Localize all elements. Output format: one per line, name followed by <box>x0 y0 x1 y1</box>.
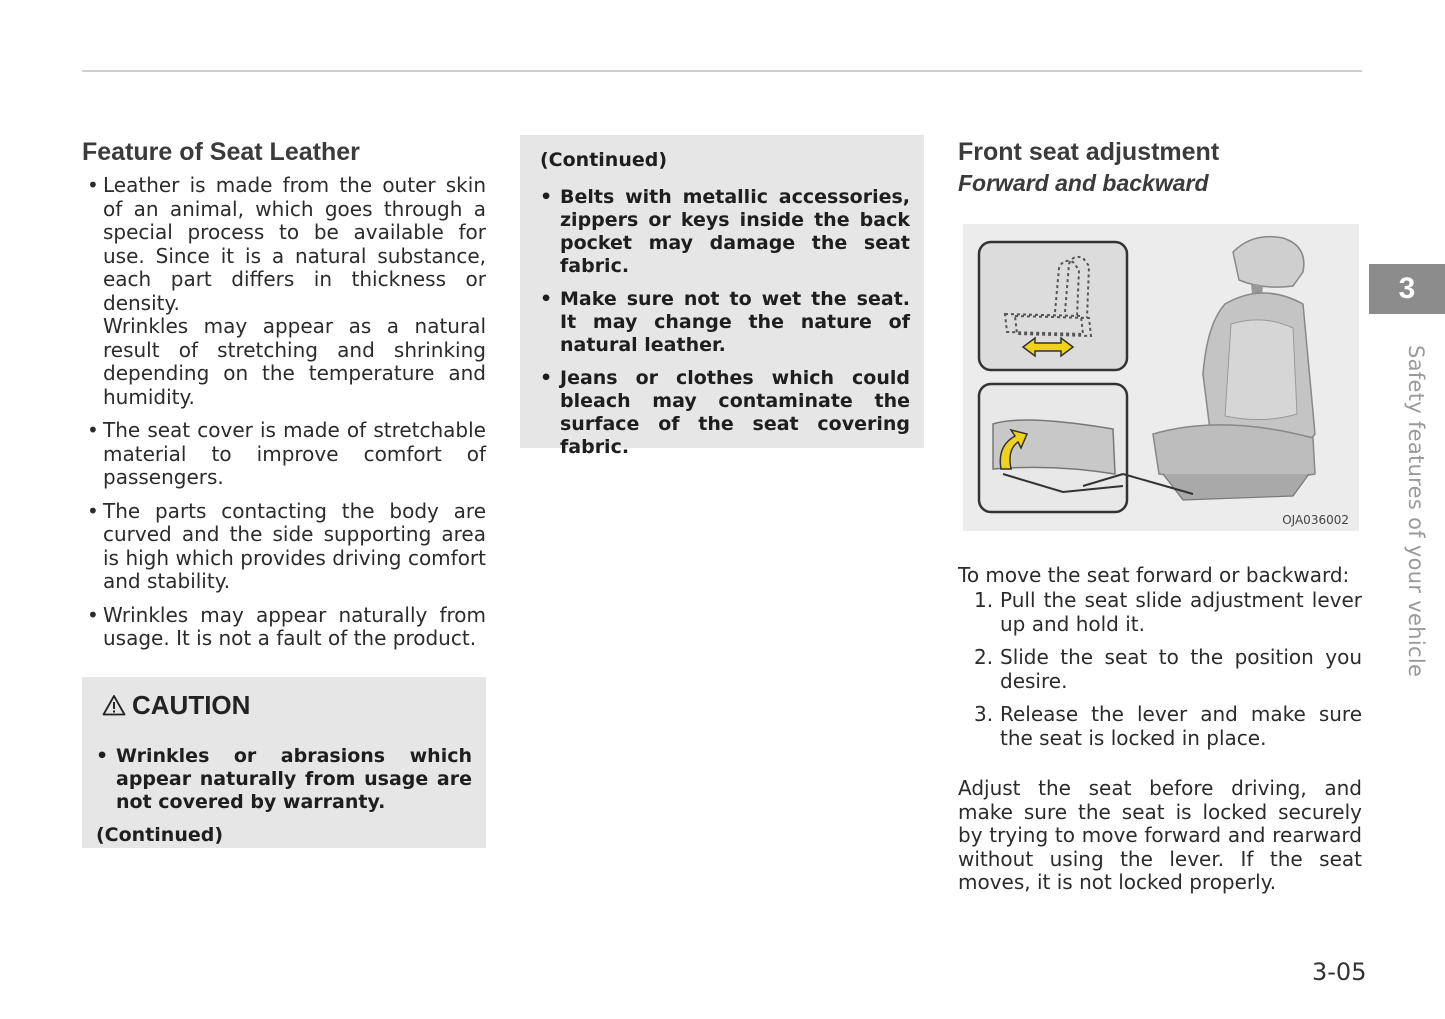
list-item <box>82 604 486 651</box>
leather-bullet-list <box>82 174 486 651</box>
list-item <box>540 186 910 278</box>
seat-adjustment-figure <box>963 224 1359 531</box>
section-subtitle: Forward and backward <box>958 170 1209 196</box>
step-text: Pull the seat slide adjustment lever up and hold it. <box>1000 588 1362 636</box>
header-rule <box>82 70 1362 72</box>
step-item <box>958 646 1362 693</box>
continued-caution-box <box>520 135 924 458</box>
bullet-marker: • <box>540 186 553 208</box>
caution-box <box>82 677 486 848</box>
seat-illustration <box>963 224 1359 531</box>
caution-title: CAUTION <box>132 689 251 720</box>
left-column <box>82 136 486 661</box>
bullet-marker: • <box>87 602 99 627</box>
right-column <box>958 136 1362 198</box>
figure-code: OJA036002 <box>1282 513 1349 527</box>
step-item <box>958 703 1362 750</box>
bullet-marker: • <box>87 498 99 523</box>
bullet-marker: • <box>540 367 553 389</box>
step-number: 1. <box>974 588 994 612</box>
list-item-text: Wrinkles may appear naturally from usage. It is not a fault of the product. <box>103 602 486 650</box>
step-text: Release the lever and make sure the seat is locked in place. <box>1000 702 1362 750</box>
continued-label: (Continued) <box>96 824 224 846</box>
instruction-intro: To move the seat forward or backward: <box>958 563 1350 587</box>
list-item-text: Leather is made from the outer skin of an animal, which goes through a special process to be available for use. Since it is a natural substance, each part differs in thickness or density. <box>103 173 486 315</box>
list-item <box>82 419 486 490</box>
chapter-tab: 3 <box>1369 264 1445 314</box>
list-item-text: Wrinkles may appear as a natural result of stretching and shrinking depending on the temperature and humidity. <box>103 314 486 409</box>
steps-list <box>958 589 1362 760</box>
caution-header <box>96 687 472 723</box>
caution-list <box>96 745 472 814</box>
list-item-text: Wrinkles or abrasions which appear naturally from usage are not covered by warranty. <box>116 745 472 813</box>
list-item-text: The seat cover is made of stretchable material to improve comfort of passengers. <box>103 418 486 489</box>
list-item <box>82 174 486 409</box>
bullet-marker: • <box>96 745 109 767</box>
list-item <box>540 367 910 459</box>
list-item-text: The parts contacting the body are curved and the side supporting area is high which provides driving comfort and stability. <box>103 498 486 593</box>
step-text: Slide the seat to the position you desire. <box>1000 645 1362 693</box>
list-item <box>82 500 486 594</box>
step-item <box>958 589 1362 636</box>
list-item <box>540 288 910 357</box>
bullet-marker: • <box>87 418 99 442</box>
step-number: 2. <box>974 645 994 669</box>
list-item <box>96 745 472 814</box>
bullet-marker: • <box>540 288 553 310</box>
warning-triangle-icon <box>102 694 126 716</box>
list-item-text: Jeans or clothes which could bleach may contaminate the surface of the seat covering fabric. <box>560 367 910 458</box>
list-item-text: Make sure not to wet the seat. It may change the nature of natural leather. <box>560 288 910 356</box>
bullet-marker: • <box>87 173 99 197</box>
step-number: 3. <box>974 702 994 726</box>
section-title: Front seat adjustment <box>958 138 1220 166</box>
continued-label: (Continued) <box>540 149 668 171</box>
closing-paragraph: Adjust the seat before driving, and make sure the seat is locked securely by trying to move forward and rearward without using the lever. If the seat moves, it is not locked properly. <box>958 776 1362 894</box>
caution-list <box>540 186 910 459</box>
page-number: 3-05 <box>1312 958 1367 986</box>
chapter-title: Safety features of your vehicle <box>1404 345 1428 678</box>
list-item-text: Belts with metallic accessories, zippers or keys inside the back pocket may damage the seat fabric. <box>560 186 910 277</box>
section-title: Feature of Seat Leather <box>82 138 360 166</box>
